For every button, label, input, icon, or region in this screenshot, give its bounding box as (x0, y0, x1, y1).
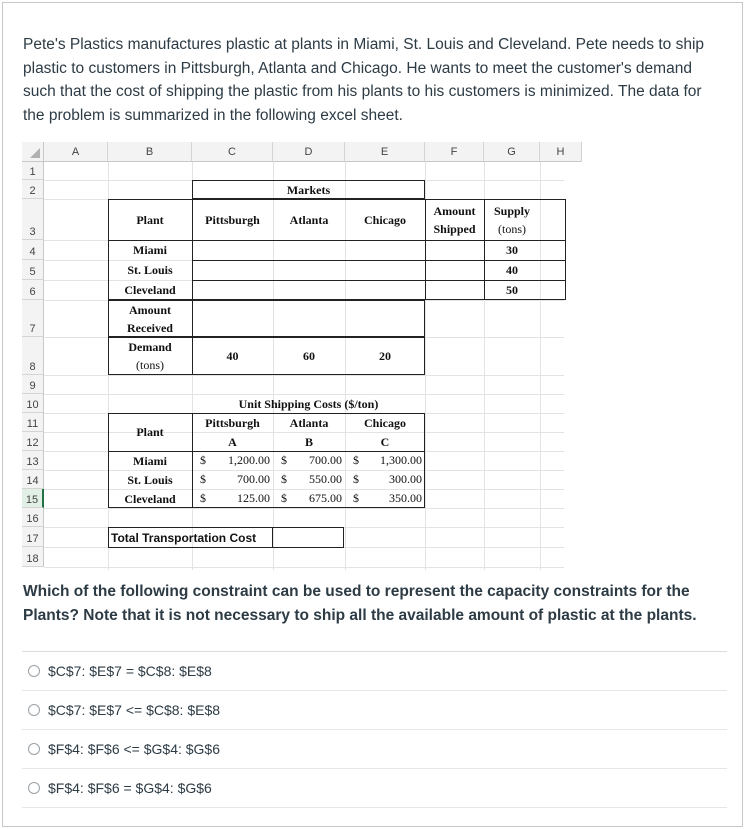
plant-miami: Miami (133, 243, 167, 257)
answer-option-1[interactable] (22, 652, 727, 691)
row-header-2[interactable]: 2 (22, 180, 44, 199)
row-header-14[interactable]: 14 (22, 470, 44, 489)
problem-intro: Pete's Plastics manufactures plastic at plants in Miami, St. Louis and Cleveland. Pete needs to ship plastic to customers in Pittsburgh, Atlanta and Chicago. He wants to meet the customer's demand such that the cost of shipping the plastic from his plants to his customers is minimized. The data for the problem is summarized in the following excel sheet. (23, 36, 705, 124)
answer-label: $C$7: $E$7 <= $C$8: $E$8 (48, 702, 221, 718)
row-header-8[interactable]: 8 (22, 337, 44, 375)
row-header-6[interactable]: 6 (22, 280, 44, 300)
currency-sign: $ (281, 472, 287, 486)
cost-st-louis-atlanta: 550.00 (309, 472, 342, 486)
plant-cleveland: Cleveland (124, 283, 176, 297)
cost-plant-miami: Miami (133, 453, 167, 468)
cost-miami-pittsburgh: 1,200.00 (228, 453, 270, 467)
currency-sign: $ (353, 472, 359, 486)
cost-cleveland-chicago: 350.00 (389, 491, 422, 505)
cost-miami-atlanta: 700.00 (309, 453, 342, 467)
cost-letter-c: C (380, 434, 390, 449)
radio-button[interactable] (28, 665, 40, 677)
column-header-a[interactable]: A (44, 142, 108, 162)
row-header-9[interactable]: 9 (22, 375, 44, 394)
currency-sign: $ (200, 491, 206, 505)
column-header-c[interactable]: C (192, 142, 273, 162)
unit-cost-title: Unit Shipping Costs ($/ton) (238, 396, 379, 411)
answer-option-3[interactable] (22, 730, 727, 769)
demand-chicago: 20 (379, 349, 391, 363)
supply-unit: (tons) (498, 222, 526, 236)
supply-miami: 30 (506, 243, 518, 257)
demand-pittsburgh: 40 (226, 349, 239, 363)
supply-st-louis: 40 (506, 263, 518, 277)
answer-option-4[interactable] (22, 769, 727, 808)
column-header-h[interactable]: H (540, 142, 582, 162)
total-cost-label: Total Transportation Cost (111, 530, 257, 545)
currency-sign: $ (200, 472, 206, 486)
demand-atlanta: 60 (303, 349, 315, 363)
answer-label: $F$4: $F$6 <= $G$4: $G$6 (48, 741, 221, 757)
cost-letter-b: B (304, 434, 313, 449)
radio-button[interactable] (28, 704, 40, 716)
row-header-16[interactable]: 16 (22, 508, 44, 527)
cost-plant-st-louis: St. Louis (127, 472, 173, 487)
currency-sign: $ (281, 453, 287, 467)
spreadsheet-image (22, 142, 582, 570)
cost-market-pittsburgh: Pittsburgh (205, 416, 260, 430)
supply-cleveland: 50 (506, 283, 518, 297)
market-chicago: Chicago (364, 212, 406, 227)
markets-header: Markets (286, 182, 331, 197)
demand-label: Demand (128, 340, 172, 354)
amount-shipped-header: Amount (433, 204, 476, 218)
cost-letter-a: A (228, 434, 237, 449)
select-all-corner[interactable] (22, 142, 44, 162)
row-header-17[interactable]: 17 (22, 527, 44, 547)
demand-unit: (tons) (136, 358, 164, 372)
cost-miami-chicago: 1,300.00 (380, 453, 422, 467)
row-header-5[interactable]: 5 (22, 260, 44, 280)
answer-label: $F$4: $F$6 = $G$4: $G$6 (48, 780, 212, 796)
market-atlanta: Atlanta (289, 212, 329, 227)
column-header-b[interactable]: B (108, 142, 192, 162)
question-text: Which of the following constraint can be used to represent the capacity constraints for the Plants? Note that it is not necessary to ship all the available amount of plastic at the plants. (23, 583, 697, 624)
cost-cleveland-pittsburgh: 125.00 (237, 491, 270, 505)
cost-plant-cleveland: Cleveland (124, 491, 176, 506)
radio-button[interactable] (28, 743, 40, 755)
row-header-15[interactable]: 15 (22, 489, 44, 508)
currency-sign: $ (353, 491, 359, 505)
cost-plant-header: Plant (136, 425, 164, 439)
currency-sign: $ (353, 453, 359, 467)
row-header-11[interactable]: 11 (22, 413, 44, 432)
row-header-4[interactable]: 4 (22, 240, 44, 260)
currency-sign: $ (200, 453, 206, 467)
plant-st-louis: St. Louis (127, 263, 173, 277)
column-header-d[interactable]: D (273, 142, 345, 162)
radio-button[interactable] (28, 782, 40, 794)
amount-received-label: Received (127, 321, 173, 335)
cost-market-atlanta: Atlanta (289, 416, 329, 430)
answer-options (22, 651, 727, 808)
cost-market-chicago: Chicago (364, 416, 406, 430)
row-header-3[interactable]: 3 (22, 199, 44, 240)
column-header-g[interactable]: G (484, 142, 540, 162)
row-header-1[interactable]: 1 (22, 162, 44, 180)
market-pittsburgh: Pittsburgh (205, 212, 260, 227)
cost-st-louis-chicago: 300.00 (389, 472, 422, 486)
row-header-12[interactable]: 12 (22, 432, 44, 451)
row-header-7[interactable]: 7 (22, 300, 44, 337)
row-header-10[interactable]: 10 (22, 394, 44, 413)
cost-cleveland-atlanta: 675.00 (309, 491, 342, 505)
answer-label: $C$7: $E$7 = $C$8: $E$8 (48, 663, 212, 679)
plant-header: Plant (136, 212, 164, 227)
cost-st-louis-pittsburgh: 700.00 (237, 472, 270, 486)
currency-sign: $ (281, 491, 287, 505)
column-header-f[interactable]: F (425, 142, 484, 162)
row-header-18[interactable]: 18 (22, 547, 44, 567)
answer-option-2[interactable] (22, 691, 727, 730)
amount-shipped-header: Shipped (433, 222, 476, 236)
column-header-e[interactable]: E (345, 142, 425, 162)
supply-header: Supply (493, 204, 531, 218)
amount-received-label: Amount (128, 303, 171, 317)
row-header-13[interactable]: 13 (22, 451, 44, 470)
